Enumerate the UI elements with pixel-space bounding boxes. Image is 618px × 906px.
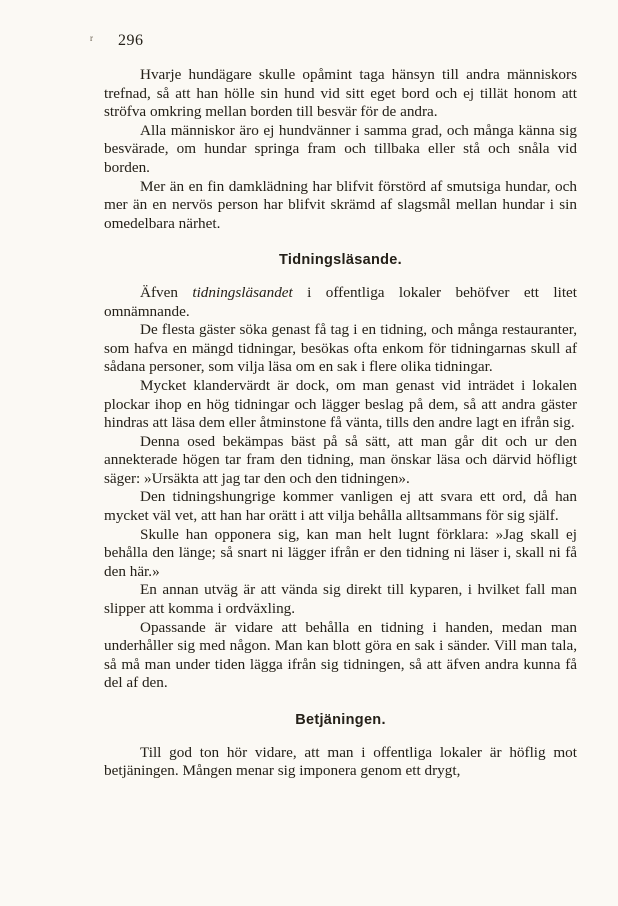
paragraph: Hvarje hundägare skulle opåmint taga hänsyn till andra människors trefnad, så att han hölle sin hund vid sitt eget bord och ej tillät honom att ströfva omkring mellan borden till besvär för de andra. [104, 66, 577, 121]
paragraph: Denna osed bekämpas bäst på så sätt, att man går dit och ur den annekterade högen tar fram den tidning, man önskar läsa och därvid höfligt säger: »Ursäkta att jag tar den och den tidningen». [104, 432, 577, 487]
paragraph: Alla människor äro ej hundvänner i samma grad, och många känna sig besvärade, om hundar springa fram och tillbaka eller stå och snåla vid borden. [104, 121, 577, 176]
paragraph [104, 284, 577, 321]
paragraph: De flesta gäster söka genast få tag i en tidning, och många restauranter, som hafva en mängd tidningar, besökas ofta enkom för tidningarnas skull af sådana personer, som vilja läsa om en sak i flere olika tidningar. [104, 321, 577, 376]
section-heading-betjaningen: Betjäningen. [295, 712, 386, 728]
section-heading-tidningslasande: Tidningsläsande. [279, 252, 402, 269]
text-span: i offentliga lokaler behöfver ett litet omnämnande. [104, 283, 578, 320]
paragraph: Skulle han opponera sig, kan man helt lugnt förklara: »Jag skall ej behålla den länge; så snart ni lägger ifrån er den tidning ni läser i, skall ni få den här.» [104, 525, 577, 580]
margin-mark: r [90, 33, 93, 43]
paragraph: En annan utväg är att vända sig direkt till kyparen, i hvilket fall man slipper att komma i ordväxling. [104, 581, 577, 618]
page-body [104, 66, 577, 781]
page-number: 296 [118, 32, 144, 49]
paragraph: Mer än en fin damklädning har blifvit förstörd af smutsiga hundar, och mer än en nervös person har blifvit skrämd af slagsmål mellan hundar i sin omedelbara närhet. [104, 177, 577, 232]
emphasis: tidningsläsandet [192, 283, 293, 301]
paragraph: Den tidningshungrige kommer vanligen ej att svara ett ord, då han mycket väl vet, att han har orätt i att vilja behålla alltsammans för sig själf. [104, 488, 577, 525]
paragraph: Opassande är vidare att behålla en tidning i handen, medan man underhåller sig med någon. Man kan blott göra en sak i sänder. Vill man tala, så må man under tiden lägga ifrån sig tidningen, så att äfven andra kunna få del af den. [104, 618, 577, 692]
text-span: Äfven [140, 283, 178, 301]
paragraph: Till god ton hör vidare, att man i offentliga lokaler är höflig mot betjäningen. Mången menar sig imponera genom ett drygt, [104, 743, 577, 780]
paragraph: Mycket klandervärdt är dock, om man genast vid inträdet i lokalen plockar ihop en hög tidningar och lägger beslag på dem, så att andra gäster hindras att läsa dem eller åtminstone få vänta, tills den andre lagt en ifrån sig. [104, 376, 577, 432]
